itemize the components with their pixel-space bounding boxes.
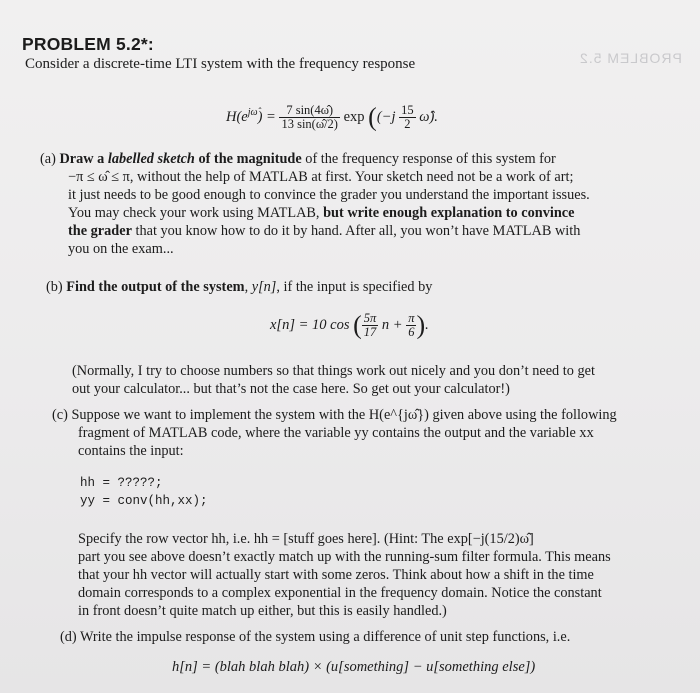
part-c-line-3: contains the input: [78,443,184,459]
part-a-line-1: (a) Draw a labelled sketch of the magnitude of the frequency response of this system for [40,151,556,167]
part-c-line-1: (c) Suppose we want to implement the system with the H(e^{jω̂}) given above using the following [52,407,617,423]
part-a-line-3: it just needs to be good enough to convince the grader you understand the important issues. [68,187,590,203]
part-d-line-1: (d) Write the impulse response of the system using a difference of unit step functions, i.e. [60,629,571,645]
part-b-line-1: (b) Find the output of the system, y[n], if the input is specified by [46,279,433,295]
part-a-line-5: the grader that you know how to do it by hand. After all, you won’t have MATLAB with [68,223,581,239]
problem-intro: Consider a discrete-time LTI system with the frequency response [25,56,416,72]
part-c-line-2: fragment of MATLAB code, where the variable yy contains the output and the variable xx [78,425,594,441]
frequency-response-equation: $H(e^{j\omegâ})$ = $\frac{7 \sin(4\omegâ)}{13 \sin(\omegâ/2)}$ exp ((−j $\frac{15}{2}$ ω̂). [226,102,438,132]
part-c-explain-3: that your hh vector will actually start with some zeros. Think about how a shift in the time [78,567,594,583]
part-a-line-6: you on the exam... [68,241,174,257]
bleed-through-text: PROBLEM 5.2 [579,50,682,66]
part-b-note-2: out your calculator... but that’s not the case here. So get out your calculator!) [72,381,510,397]
input-signal-equation: x[n] = 10 cos ( $\frac{5\pi}{17}$ n + $\frac{\pi}{6}$ ). [270,310,429,340]
part-a-line-4: You may check your work using MATLAB, but write enough explanation to convince [68,205,575,221]
part-c-explain-1: Specify the row vector hh, i.e. hh = [stuff goes here]. (Hint: The exp[−j(15/2)ω̂] [78,531,534,547]
code-line-1: hh = ?????; [80,476,163,490]
part-c-explain-4: domain corresponds to a complex exponential in the frequency domain. Notice the constant [78,585,602,601]
code-line-2: yy = conv(hh,xx); [80,494,208,508]
part-c-explain-5: in front doesn’t quite match up either, but this is easily handled.) [78,603,447,619]
part-c-explain-2: part you see above doesn’t exactly match up with the running-sum filter formula. This means [78,549,611,565]
part-b-note-1: (Normally, I try to choose numbers so that things work out nicely and you don’t need to get [72,363,595,379]
impulse-response-equation: h[n] = (blah blah blah) × (u[something] − u[something else]) [172,659,536,675]
problem-title: PROBLEM 5.2*: [22,34,154,54]
part-a-line-2: −π ≤ ω̂ ≤ π, without the help of MATLAB at first. Your sketch need not be a work of art; [68,169,574,185]
